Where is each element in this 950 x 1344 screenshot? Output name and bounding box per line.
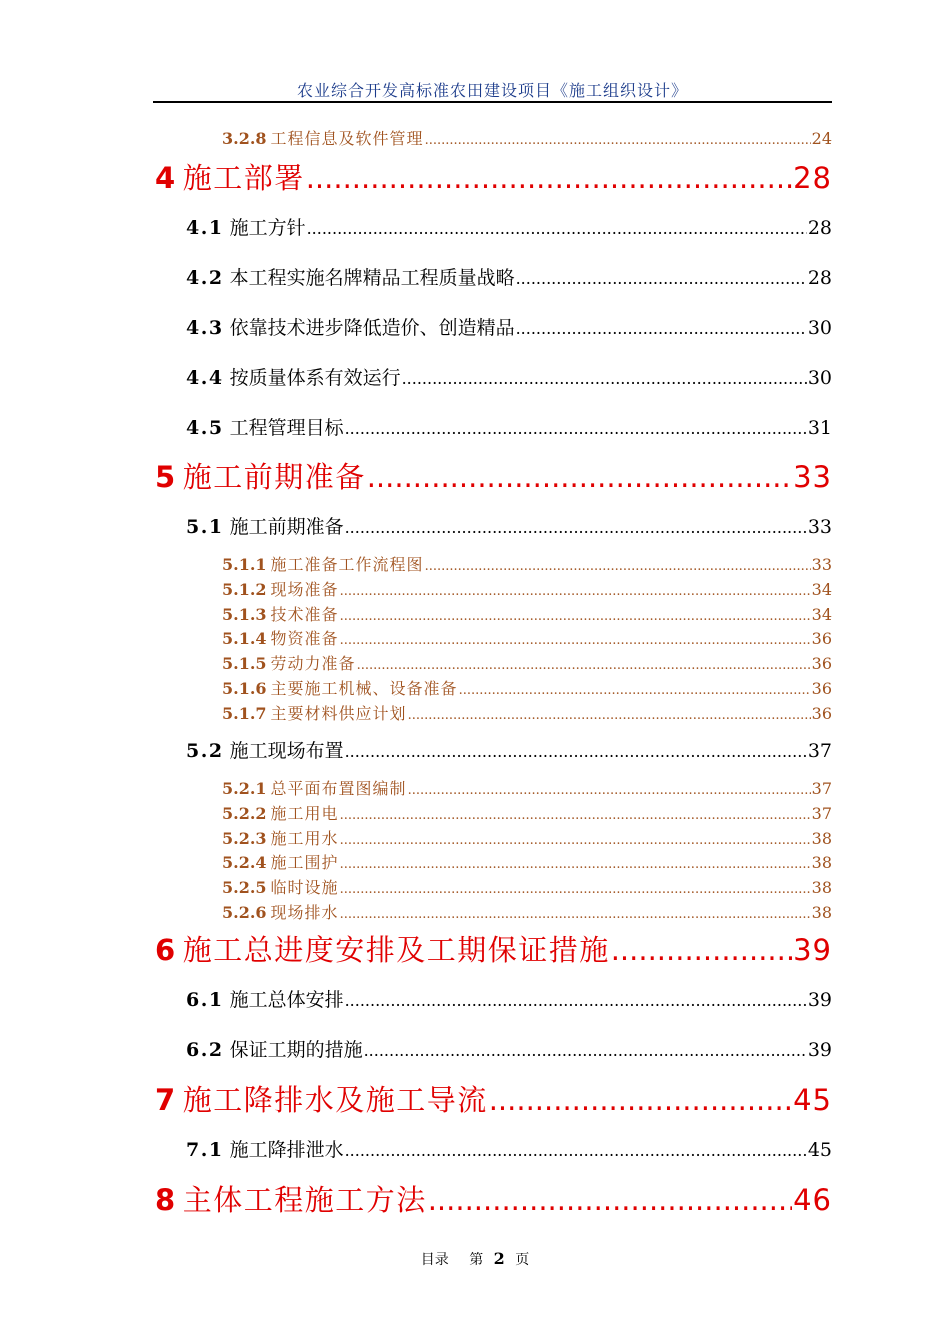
toc-entry-number: 5 (155, 460, 177, 494)
toc-entry-title: 主要施工机械、设备准备 (270, 679, 458, 698)
toc-entry-page: 38 (811, 829, 832, 848)
toc-subsection-entry[interactable] (222, 703, 832, 724)
footer-page-number: 2 (493, 1249, 505, 1268)
toc-entry-number: 5.2 (186, 740, 224, 762)
toc-section-entry[interactable] (186, 365, 832, 391)
toc-entry-page: 38 (811, 878, 832, 897)
toc-entry-page: 28 (793, 161, 832, 195)
toc-leader-dots (345, 988, 807, 1013)
toc-subsection-entry[interactable] (222, 128, 832, 149)
toc-entry-title: 工程管理目标 (229, 417, 344, 439)
toc-entry-number: 5.1.1 (222, 555, 267, 574)
toc-chapter-entry[interactable] (155, 1082, 832, 1118)
toc-entry-title: 依靠技术进步降低造价、创造精品 (229, 317, 515, 339)
toc-subsection-entry[interactable] (222, 852, 832, 873)
toc-entry-number: 4.2 (186, 267, 224, 289)
document-header-title: 农业综合开发高标准农田建设项目《施工组织设计》 (296, 81, 688, 100)
header-divider (153, 101, 832, 103)
toc-entry-number: 7 (155, 1083, 177, 1117)
toc-leader-dots (340, 805, 811, 824)
toc-entry-title: 施工现场布置 (229, 740, 344, 762)
toc-entry-number: 5.1.4 (222, 629, 267, 648)
toc-subsection-entry[interactable] (222, 828, 832, 849)
toc-leader-dots (408, 705, 811, 724)
toc-entry-title: 主体工程施工方法 (182, 1183, 427, 1217)
toc-leader-dots (345, 416, 807, 441)
toc-leader-dots (408, 780, 811, 799)
toc-section-entry[interactable] (186, 265, 832, 291)
toc-entry-title: 技术准备 (270, 605, 339, 624)
toc-entry-page: 37 (811, 804, 832, 823)
toc-entry-title: 主要材料供应计划 (270, 704, 407, 723)
toc-entry-title: 施工前期准备 (182, 460, 366, 494)
toc-entry-title: 物资准备 (270, 629, 339, 648)
toc-leader-dots (340, 904, 811, 923)
toc-entry-title: 施工围护 (270, 853, 339, 872)
toc-section-entry[interactable] (186, 987, 832, 1013)
toc-section-entry[interactable] (186, 514, 832, 540)
toc-entry-page: 39 (807, 989, 832, 1011)
toc-subsection-entry[interactable] (222, 803, 832, 824)
toc-subsection-entry[interactable] (222, 778, 832, 799)
toc-entry-title: 临时设施 (270, 878, 339, 897)
toc-entry-page: 30 (807, 367, 832, 389)
toc-entry-number: 6.1 (186, 989, 224, 1011)
toc-entry-number: 5.2.6 (222, 903, 267, 922)
toc-subsection-entry[interactable] (222, 554, 832, 575)
toc-entry-number: 5.2.2 (222, 804, 267, 823)
toc-section-entry[interactable] (186, 1037, 832, 1063)
toc-leader-dots (340, 879, 811, 898)
toc-leader-dots (425, 130, 811, 149)
toc-entry-number: 6.2 (186, 1039, 224, 1061)
toc-entry-number: 5.1.3 (222, 605, 267, 624)
toc-entry-title: 本工程实施名牌精品工程质量战略 (229, 267, 515, 289)
toc-entry-page: 36 (811, 704, 832, 723)
toc-section-entry[interactable] (186, 738, 832, 764)
toc-leader-dots (516, 316, 807, 341)
toc-leader-dots (340, 606, 811, 625)
toc-entry-page: 36 (811, 654, 832, 673)
toc-leader-dots (340, 854, 811, 873)
toc-subsection-entry[interactable] (222, 902, 832, 923)
toc-entry-title: 施工总进度安排及工期保证措施 (182, 933, 610, 967)
toc-entry-page: 33 (807, 516, 832, 538)
toc-entry-page: 28 (807, 217, 832, 239)
toc-entry-page: 36 (811, 629, 832, 648)
toc-entry-number: 5.2.4 (222, 853, 267, 872)
toc-entry-title: 施工总体安排 (229, 989, 344, 1011)
toc-section-entry[interactable] (186, 415, 832, 441)
toc-entry-title: 保证工期的措施 (229, 1039, 363, 1061)
toc-chapter-entry[interactable] (155, 160, 832, 196)
toc-leader-dots (425, 556, 811, 575)
toc-entry-title: 工程信息及软件管理 (270, 129, 424, 148)
toc-leader-dots (307, 216, 807, 241)
toc-entry-number: 5.2.1 (222, 779, 267, 798)
toc-entry-page: 38 (811, 853, 832, 872)
footer-page-prefix: 第 (469, 1252, 484, 1268)
toc-entry-page: 28 (807, 267, 832, 289)
toc-leader-dots (489, 1082, 792, 1118)
toc-entry-title: 总平面布置图编制 (270, 779, 407, 798)
toc-entry-page: 30 (807, 317, 832, 339)
toc-subsection-entry[interactable] (222, 653, 832, 674)
toc-entry-page: 39 (807, 1039, 832, 1061)
toc-leader-dots (402, 366, 807, 391)
toc-entry-page: 24 (811, 129, 832, 148)
toc-entry-title: 施工准备工作流程图 (270, 555, 424, 574)
toc-entry-number: 6 (155, 933, 177, 967)
toc-entry-title: 施工用电 (270, 804, 339, 823)
toc-entry-page: 34 (811, 605, 832, 624)
footer-page-suffix: 页 (515, 1252, 530, 1268)
footer-section-label: 目录 (420, 1252, 449, 1268)
toc-entry-number: 5.2.5 (222, 878, 267, 897)
toc-subsection-entry[interactable] (222, 678, 832, 699)
toc-leader-dots (340, 830, 811, 849)
toc-entry-number: 5.1.7 (222, 704, 267, 723)
toc-leader-dots (340, 581, 811, 600)
toc-entry-page: 34 (811, 580, 832, 599)
toc-entry-number: 4.4 (186, 367, 224, 389)
toc-entry-page: 31 (807, 417, 832, 439)
toc-entry-number: 5.2.3 (222, 829, 267, 848)
toc-entry-page: 45 (807, 1139, 832, 1161)
toc-entry-title: 施工降排水及施工导流 (182, 1083, 488, 1117)
toc-entry-title: 现场排水 (270, 903, 339, 922)
toc-entry-title: 劳动力准备 (270, 654, 356, 673)
toc-entry-number: 5.1 (186, 516, 224, 538)
toc-entry-page: 39 (793, 933, 832, 967)
toc-entry-page: 46 (793, 1183, 832, 1217)
toc-entry-page: 45 (793, 1083, 832, 1117)
toc-leader-dots (367, 459, 792, 495)
toc-leader-dots (306, 160, 792, 196)
toc-entry-number: 5.1.5 (222, 654, 267, 673)
toc-leader-dots (428, 1182, 792, 1218)
toc-entry-page: 38 (811, 903, 832, 922)
toc-entry-number: 3.2.8 (222, 129, 267, 148)
toc-leader-dots (364, 1038, 807, 1063)
toc-section-entry[interactable] (186, 1137, 832, 1163)
toc-subsection-entry[interactable] (222, 604, 832, 625)
toc-entry-title: 施工降排泄水 (229, 1139, 344, 1161)
toc-section-entry[interactable] (186, 315, 832, 341)
toc-entry-title: 施工部署 (182, 161, 305, 195)
toc-entry-page: 37 (811, 779, 832, 798)
toc-entry-title: 施工方针 (229, 217, 306, 239)
toc-entry-number: 8 (155, 1183, 177, 1217)
toc-entry-number: 5.1.2 (222, 580, 267, 599)
toc-entry-number: 4.5 (186, 417, 224, 439)
toc-entry-page: 36 (811, 679, 832, 698)
toc-subsection-entry[interactable] (222, 628, 832, 649)
toc-leader-dots (345, 739, 807, 764)
toc-entry-page: 33 (793, 460, 832, 494)
toc-leader-dots (345, 515, 807, 540)
toc-leader-dots (459, 680, 811, 699)
toc-chapter-entry[interactable] (155, 932, 832, 968)
toc-leader-dots (516, 266, 807, 291)
toc-entry-number: 4.1 (186, 217, 224, 239)
toc-entry-number: 4.3 (186, 317, 224, 339)
toc-entry-page: 37 (807, 740, 832, 762)
toc-subsection-entry[interactable] (222, 877, 832, 898)
toc-entry-number: 5.1.6 (222, 679, 267, 698)
toc-entry-number: 4 (155, 161, 177, 195)
page-footer (0, 1249, 950, 1269)
toc-leader-dots (611, 932, 792, 968)
toc-section-entry[interactable] (186, 215, 832, 241)
toc-subsection-entry[interactable] (222, 579, 832, 600)
toc-chapter-entry[interactable] (155, 1182, 832, 1218)
toc-chapter-entry[interactable] (155, 459, 832, 495)
toc-entry-title: 施工前期准备 (229, 516, 344, 538)
toc-entry-number: 7.1 (186, 1139, 224, 1161)
toc-entry-title: 施工用水 (270, 829, 339, 848)
toc-entry-page: 33 (811, 555, 832, 574)
toc-entry-title: 现场准备 (270, 580, 339, 599)
toc-leader-dots (357, 655, 811, 674)
toc-leader-dots (340, 630, 811, 649)
toc-leader-dots (345, 1138, 807, 1163)
toc-entry-title: 按质量体系有效运行 (229, 367, 401, 389)
